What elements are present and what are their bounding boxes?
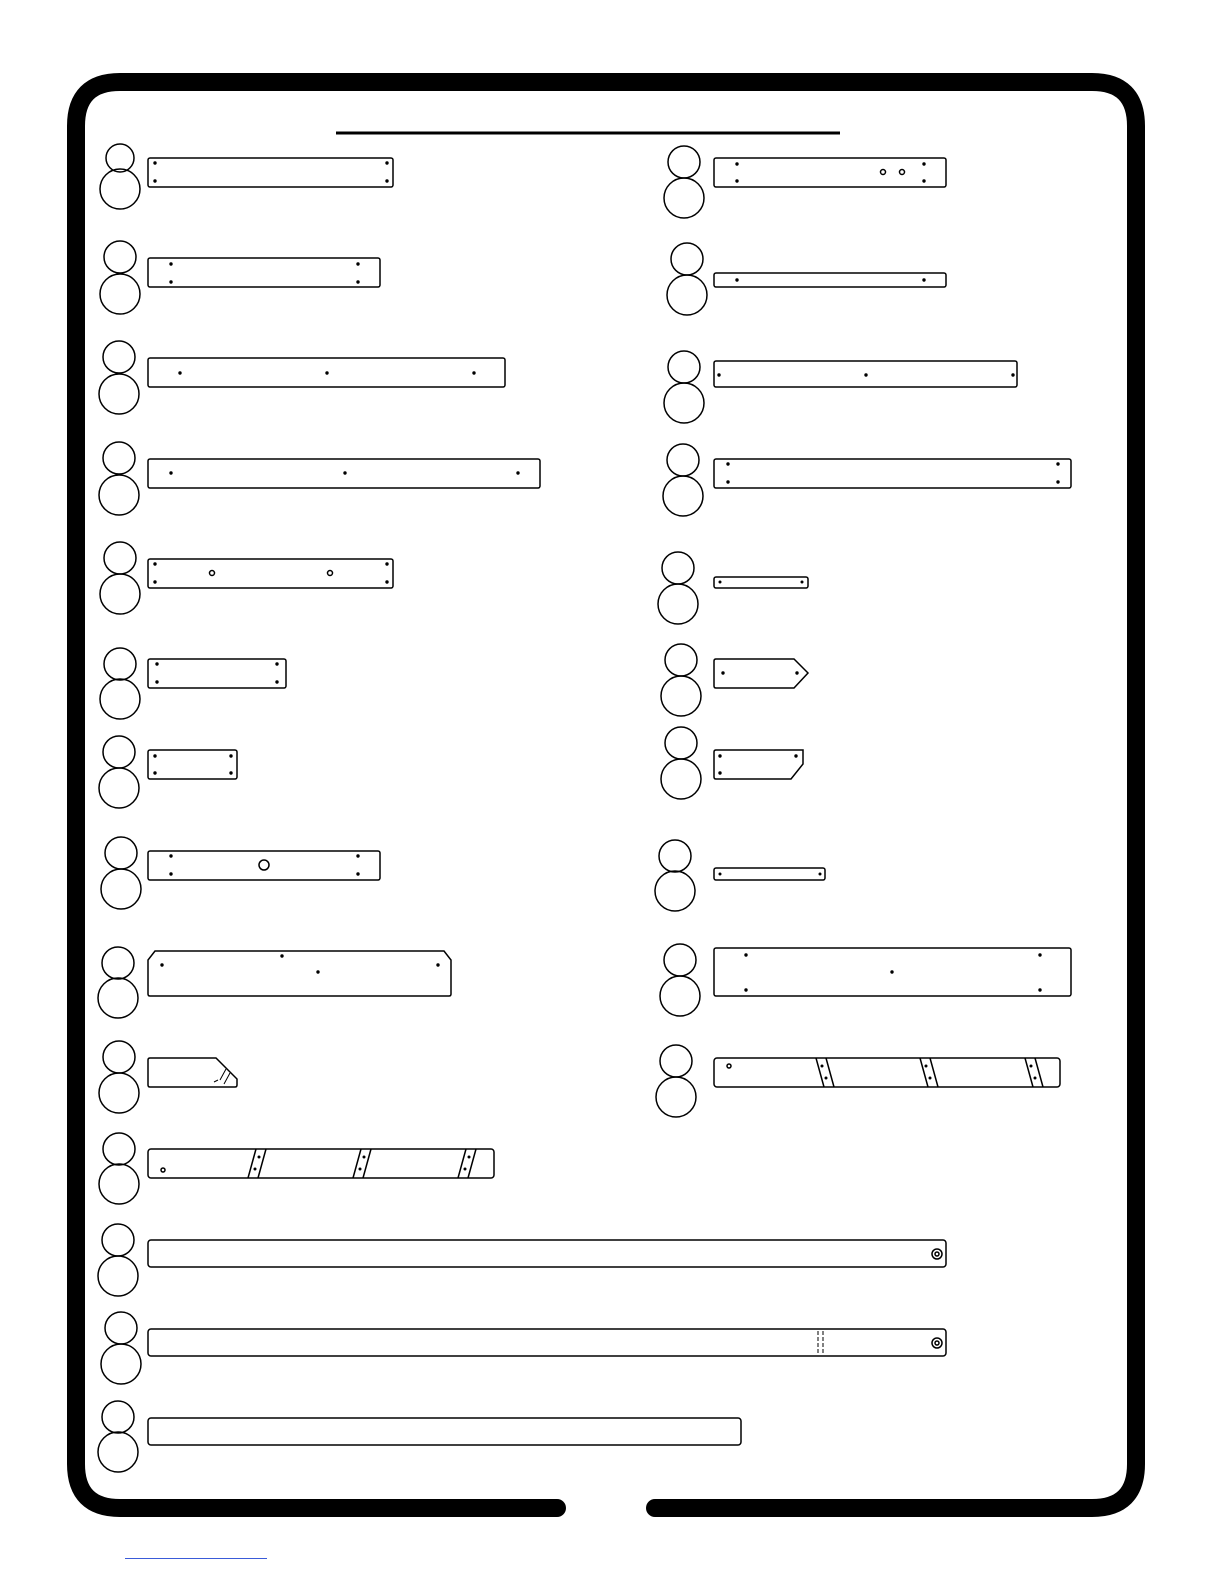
part-1 [100, 144, 393, 209]
part-19 [658, 552, 808, 624]
part-15 [664, 146, 946, 218]
frame-border [76, 82, 1136, 1508]
part-5 [100, 542, 393, 614]
board-shape [148, 559, 393, 588]
part-qty-bubble [101, 869, 141, 909]
part-qty-bubble [100, 574, 140, 614]
footer-link-underline[interactable] [125, 1558, 267, 1559]
part-qty-bubble [99, 768, 139, 808]
part-label-bubble [104, 542, 136, 574]
part-24 [656, 1045, 1060, 1117]
part-qty-bubble [658, 584, 698, 624]
part-22 [655, 840, 825, 911]
part-23 [660, 944, 1071, 1016]
board-shape [714, 750, 803, 779]
board-shape [714, 868, 825, 880]
part-qty-bubble [98, 978, 138, 1018]
part-7 [99, 736, 237, 808]
part-10 [99, 1041, 237, 1113]
part-label-bubble [104, 648, 136, 680]
board-shape [148, 1329, 946, 1356]
part-16 [667, 243, 946, 315]
board-shape [714, 459, 1071, 488]
part-label-bubble [671, 243, 703, 275]
board-shape [148, 1418, 741, 1445]
part-qty-bubble [661, 759, 701, 799]
part-label-bubble [103, 442, 135, 474]
board-shape [148, 158, 393, 187]
part-label-bubble [659, 840, 691, 872]
part-qty-bubble [98, 1432, 138, 1472]
part-qty-bubble [667, 275, 707, 315]
part-12 [98, 1224, 946, 1296]
part-qty-bubble [99, 1073, 139, 1113]
board-shape [148, 1149, 494, 1178]
part-label-bubble [102, 947, 134, 979]
part-label-bubble [103, 1133, 135, 1165]
part-qty-bubble [655, 871, 695, 911]
part-qty-bubble [100, 274, 140, 314]
board-shape [148, 659, 286, 688]
part-8 [101, 837, 380, 909]
board-shape [714, 1058, 1060, 1087]
part-qty-bubble [660, 976, 700, 1016]
board-shape [714, 577, 808, 588]
part-13 [101, 1312, 946, 1384]
board-shape [714, 659, 808, 688]
part-label-bubble [665, 727, 697, 759]
part-label-bubble [105, 837, 137, 869]
part-label-bubble [665, 644, 697, 676]
part-17 [664, 351, 1017, 423]
part-label-bubble [668, 146, 700, 178]
part-qty-bubble [99, 475, 139, 515]
part-qty-bubble [100, 169, 140, 209]
part-label-bubble [103, 341, 135, 373]
part-label-bubble [664, 944, 696, 976]
board-shape [148, 750, 237, 779]
part-qty-bubble [99, 1164, 139, 1204]
part-label-bubble [102, 1224, 134, 1256]
board-shape [714, 158, 946, 187]
board-shape [148, 258, 380, 287]
board-shape [148, 1240, 946, 1267]
part-4 [99, 442, 540, 515]
part-label-bubble [667, 444, 699, 476]
part-qty-bubble [656, 1077, 696, 1117]
part-21 [661, 727, 803, 799]
part-label-bubble [662, 552, 694, 584]
part-14 [98, 1401, 741, 1472]
part-qty-bubble [101, 1344, 141, 1384]
board-shape [148, 951, 451, 996]
part-11 [99, 1133, 494, 1204]
part-18 [663, 444, 1071, 516]
part-20 [661, 644, 808, 716]
part-qty-bubble [663, 476, 703, 516]
part-label-bubble [106, 144, 134, 172]
part-qty-bubble [98, 1256, 138, 1296]
part-label-bubble [103, 736, 135, 768]
part-6 [100, 648, 286, 719]
part-qty-bubble [664, 178, 704, 218]
board-shape [714, 273, 946, 287]
part-label-bubble [102, 1401, 134, 1433]
part-label-bubble [105, 1312, 137, 1344]
part-3 [99, 341, 505, 414]
part-2 [100, 241, 380, 314]
part-qty-bubble [661, 676, 701, 716]
part-qty-bubble [100, 679, 140, 719]
board-shape [148, 851, 380, 880]
part-qty-bubble [664, 383, 704, 423]
part-9 [98, 947, 451, 1018]
part-label-bubble [668, 351, 700, 383]
part-label-bubble [660, 1045, 692, 1077]
part-label-bubble [103, 1041, 135, 1073]
part-label-bubble [104, 241, 136, 273]
part-qty-bubble [99, 374, 139, 414]
